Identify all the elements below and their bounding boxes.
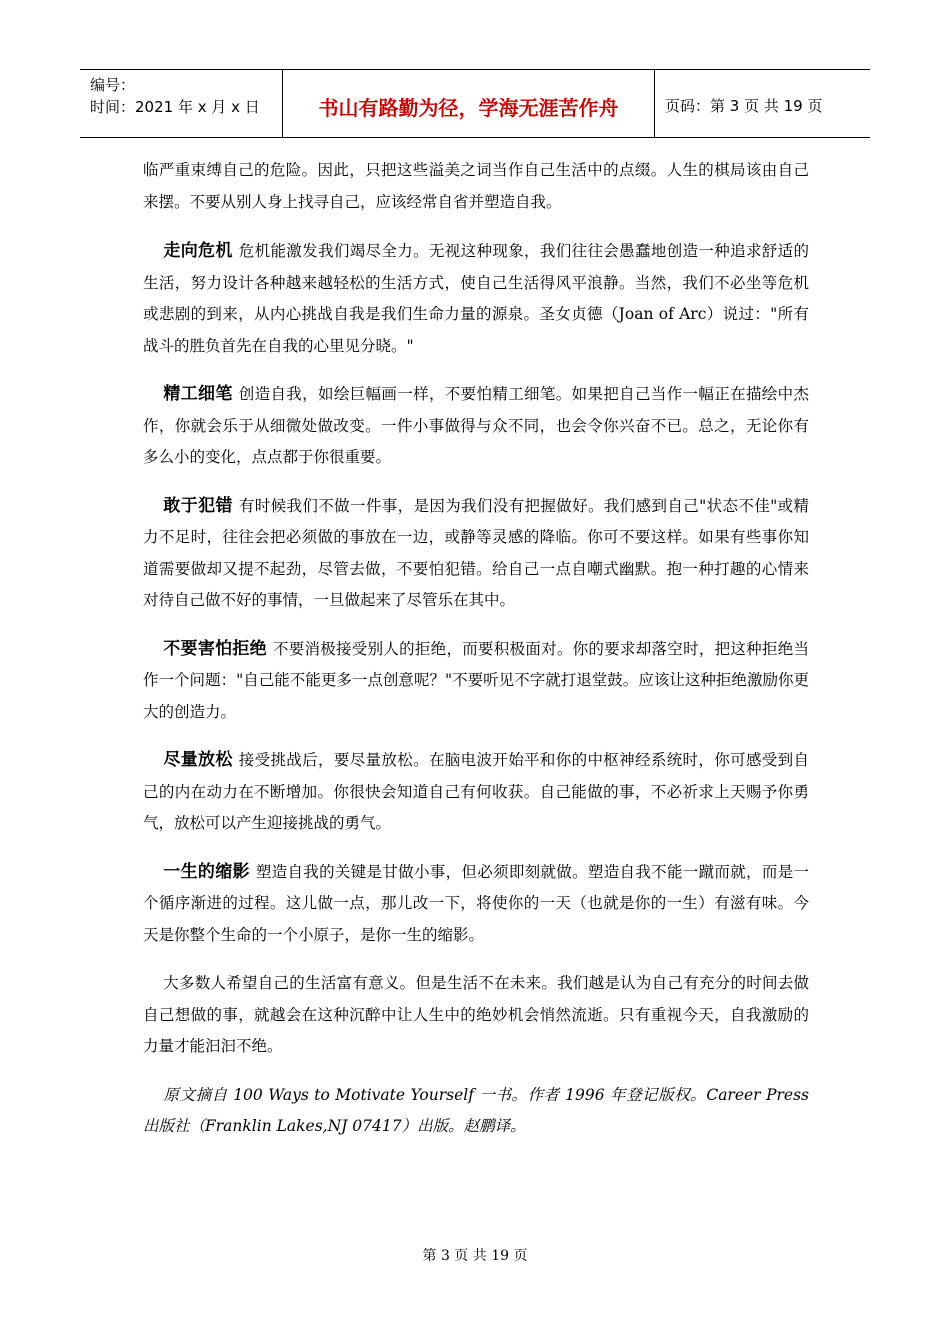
section-keyword: 敢于犯错: [163, 495, 233, 516]
citation: [143, 1080, 809, 1143]
document-body: [143, 155, 809, 1160]
paragraph-text: 危机能激发我们竭尽全力。无视这种现象，我们往往会愚蠢地创造一种追求舒适的生活，努力设计各种越来越轻松的生活方式，使自己生活得风平浪静。当然，我们不必坐等危机或悲剧的到来，从内心挑战自我是我们生命力量的源泉。圣女贞德（Joan of Arc）说过："所有战斗的胜负首先在自我的心里见分晓。": [143, 242, 809, 355]
date-label: 时间：2021 年 x 月 x 日: [90, 98, 260, 116]
section-keyword: 走向危机: [163, 241, 233, 261]
section-keyword: 尽量放松: [163, 750, 233, 770]
header-motto: 书山有路勤为径，学海无涯苦作舟: [282, 70, 655, 137]
paragraph-text: 不要消极接受别人的拒绝，而要积极面对。你的要求却落空时，把这种拒绝当作一个问题："自己能不能更多一点创意呢？"不要听见不字就打退堂鼓。应该让这种拒绝激励你更大的创造力。: [143, 639, 810, 721]
paragraph: [143, 236, 809, 362]
citation-text: 原文摘自 100 Ways to Motivate Yourself 一书。作者 1996 年登记版权。Career Press 出版社（Franklin Lakes,NJ 07417）出版。赵鹏译。: [143, 1085, 809, 1135]
page-footer: 第 3 页 共 19 页: [422, 1248, 528, 1264]
paragraph: [143, 968, 809, 1063]
paragraph: [143, 745, 809, 840]
paragraph-text: 塑造自我的关键是甘做小事，但必须即刻就做。塑造自我不能一蹴而就，而是一个循序渐进的过程。这儿做一点，那儿改一下，将使你的一天（也就是你的一生）有滋有味。今天是你整个生命的一个小原子，是你一生的缩影。: [143, 862, 809, 944]
paragraph-text: 有时候我们不做一件事，是因为我们没有把握做好。我们感到自己"状态不佳"或精力不足时，往往会把必须做的事放在一边，或静等灵感的降临。你可不要这样。如果有些事你知道需要做却又提不起劲，尽管去做，不要怕犯错。给自己一点自嘲式幽默。抱一种打趣的心情来对待自己做不好的事情，一旦做起来了尽管乐在其中。: [143, 496, 809, 609]
paragraph-text: 临严重束缚自己的危险。因此，只把这些溢美之词当作自己生活中的点缀。人生的棋局该由自己来摆。不要从别人身上找寻自己，应该经常自省并塑造自我。: [143, 161, 809, 211]
paragraph-text: 创造自我，如绘巨幅画一样，不要怕精工细笔。如果把自己当作一幅正在描绘中杰作，你就会乐于从细微处做改变。一件小事做得与众不同，也会令你兴奋不已。总之，无论你有多么小的变化，点点都于你很重要。: [143, 385, 809, 466]
section-keyword: 一生的缩影: [163, 861, 250, 882]
paragraph-text: 大多数人希望自己的生活富有意义。但是生活不在未来。我们越是认为自己有充分的时间去做自己想做的事，就越会在这种沉醉中让人生中的绝妙机会悄然流逝。只有重视今天，自我激励的力量才能汩汩不绝。: [143, 974, 809, 1055]
paragraph: [143, 379, 809, 474]
paragraph: [143, 155, 809, 218]
header-meta: [80, 70, 282, 137]
header-table: [80, 69, 870, 138]
paragraph: [143, 634, 809, 729]
paragraph: [143, 857, 809, 952]
header-page-label: 页码：第 3 页 共 19 页: [665, 97, 823, 115]
paragraph-text: 接受挑战后，要尽量放松。在脑电波开始平和你的中枢神经系统时，你可感受到自己的内在动力在不断增加。你很快会知道自己有何收获。自己能做的事，不必祈求上天赐予你勇气，放松可以产生迎接挑战的勇气。: [143, 751, 809, 832]
section-keyword: 不要害怕拒绝: [163, 638, 267, 659]
paragraph: [143, 491, 809, 617]
number-label: 编号：: [90, 76, 136, 94]
section-keyword: 精工细笔: [163, 384, 233, 404]
